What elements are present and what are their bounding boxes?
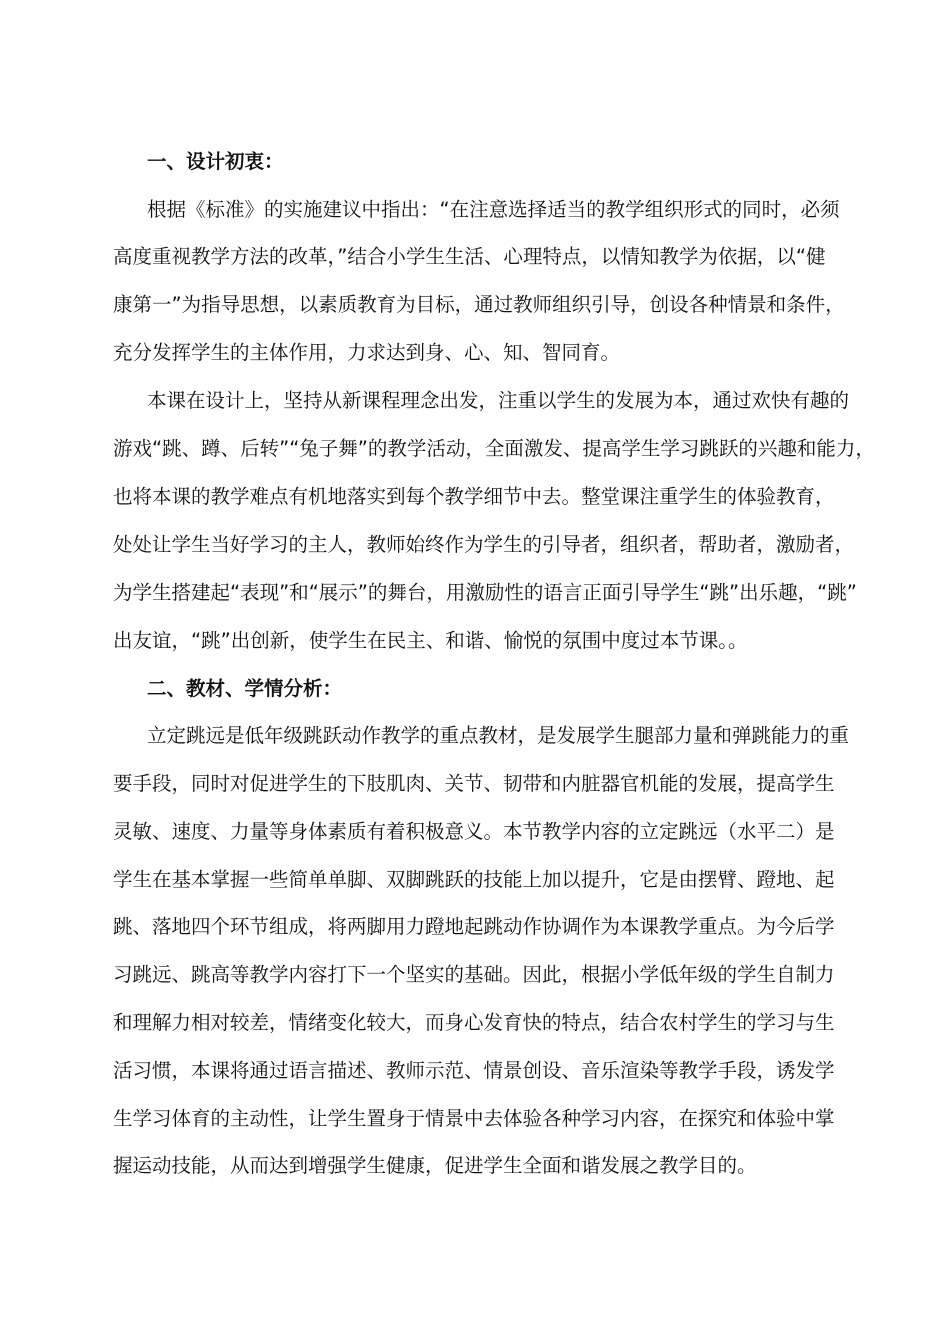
paragraph-line: 康第一”为指导思想，以素质教育为目标，通过教师组织引导，创设各种情景和条件， [113,293,845,316]
paragraph-line: 要手段，同时对促进学生的下肢肌肉、关节、韧带和内脏器官机能的发展，提高学生 [113,772,835,795]
paragraph-line: 也将本课的教学难点有机地落实到每个教学细节中去。整堂课注重学生的体验教育， [113,485,835,508]
paragraph-line: 活习惯，本课将通过语言描述、教师示范、情景创设、音乐渲染等教学手段，诱发学 [113,1059,835,1082]
paragraph-line: 根据《标准》的实施建议中指出：“在注意选择适当的教学组织形式的同时，必须 [147,198,840,221]
paragraph-line: 立定跳远是低年级跳跃动作教学的重点教材，是发展学生腿部力量和弹跳能力的重 [147,724,850,747]
paragraph-line: 生学习体育的主动性，让学生置身于情景中去体验各种学习内容，在探究和体验中掌 [113,1107,835,1130]
paragraph-line: 跳、落地四个环节组成，将两脚用力蹬地起跳动作协调作为本课教学重点。为今后学 [113,915,835,938]
paragraph-line: 游戏“跳、蹲、后转”“兔子舞”的教学活动，全面激发、提高学生学习跳跃的兴趣和能力， [113,437,875,460]
paragraph-line: 高度重视教学方法的改革，”结合小学生生活、心理特点，以情知教学为依据，以“健 [113,245,826,268]
paragraph-line: 学生在基本掌握一些简单单脚、双脚跳跃的技能上加以提升，它是由摆臂、蹬地、起 [113,868,835,891]
paragraph-line: 习跳远、跳高等教学内容打下一个坚实的基础。因此，根据小学低年级的学生自制力 [113,963,835,986]
paragraph-line: 为学生搭建起“表现”和“展示”的舞台，用激励性的语言正面引导学生“跳”出乐趣，“跳” [113,581,857,604]
paragraph-line: 处处让学生当好学习的主人，教师始终作为学生的引导者，组织者，帮助者，激励者， [113,533,855,556]
paragraph-line: 充分发挥学生的主体作用，力求达到身、心、知、智同育。 [113,341,621,364]
paragraph-line: 出友谊，“跳”出创新，使学生在民主、和谐、愉悦的氛围中度过本节课。。 [113,629,748,652]
section-heading-material-analysis: 二、教材、学情分析： [147,677,343,700]
paragraph-line: 本课在设计上，坚持从新课程理念出发，注重以学生的发展为本，通过欢快有趣的 [147,389,850,412]
paragraph-line: 和理解力相对较差，情绪变化较大，而身心发育快的特点，结合农村学生的学习与生 [113,1011,835,1034]
paragraph-line: 握运动技能，从而达到增强学生健康，促进学生全面和谐发展之教学目的。 [113,1154,757,1177]
section-heading-design-intent: 一、设计初衷： [147,150,284,173]
paragraph-line: 灵敏、速度、力量等身体素质有着积极意义。本节教学内容的立定跳远（水平二）是 [113,820,835,843]
